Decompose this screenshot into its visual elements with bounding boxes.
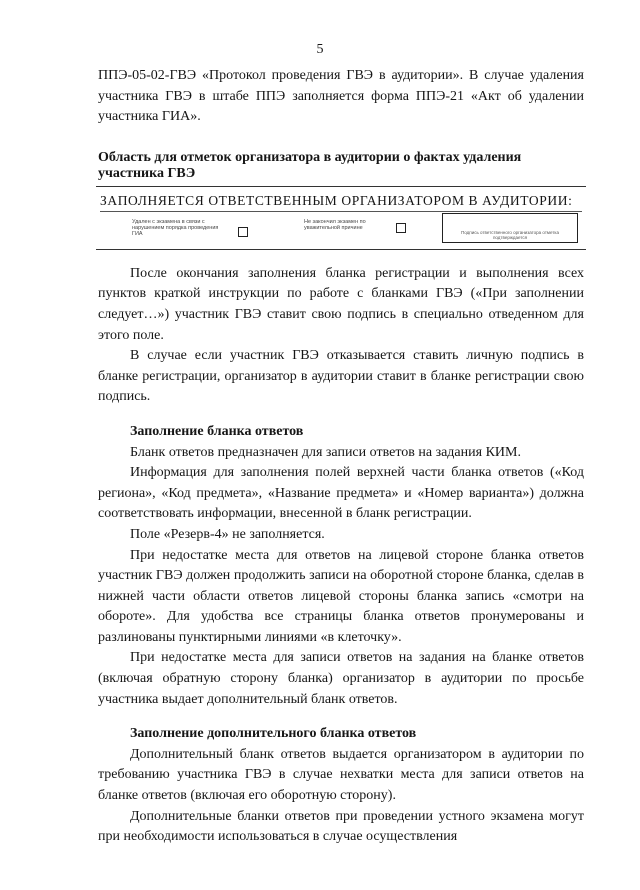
paragraph-answers-2: Информация для заполнения полей верхней части бланка ответов («Код региона», «Код предмета», «Название предмета» и «Номер варианта») должна соответствовать информации, внесенной в бланк регистрации.	[98, 465, 584, 522]
paragraph-answers-4: При недостатке места для ответов на лицевой стороне бланка ответов участник ГВЭ должен продолжить записи на оборотной стороне бланка, сделав в нижней части области ответов лицевой стороны бланка запись «смотри на обороте». Для удобства все страницы бланка ответов пронумерованы и разлинованы пунктирными линиями «в клеточку».	[98, 547, 584, 645]
paragraph-signature-refusal: В случае если участник ГВЭ отказывается ставить личную подпись в бланке регистрации, организатор в аудитории ставит в бланке регистрации свою подпись.	[98, 348, 584, 405]
section-heading-removal-marks: Область для отметок организатора в аудитории о фактах удаления участника ГВЭ	[98, 149, 522, 181]
paragraph-signature: После окончания заполнения бланка регистрации и выполнения всех пунктов краткой инструкции по работе с бланками ГВЭ («При заполнении следует…») участник ГВЭ ставит свою подпись в специально отведенном для этого поле.	[98, 265, 584, 343]
paragraph-answers-1: Бланк ответов предназначен для записи ответов на задания КИМ.	[130, 444, 521, 460]
form-title: ЗАПОЛНЯЕТСЯ ОТВЕТСТВЕННЫМ ОРГАНИЗАТОРОМ В АУДИТОРИИ:	[100, 193, 582, 212]
form-cell-removed-label: Удален с экзамена в связи с нарушением порядка проведения ГИА	[132, 218, 219, 237]
removed-checkbox[interactable]	[238, 227, 248, 237]
paragraph-extra-2: Дополнительные бланки ответов при проведении устного экзамена могут при необходимости использоваться в случае осуществления	[98, 808, 584, 845]
signature-caption: Подпись ответственного организатора отметка подтверждается	[461, 229, 559, 240]
removal-marks-form	[96, 186, 586, 250]
paragraph-extra-1: Дополнительный бланк ответов выдается организатором в аудитории по требованию участника ГВЭ в случае нехватки места для записи ответов на бланке ответов (включая его оборотную сторону).	[98, 746, 584, 804]
form-cell-not-finished-label: Не закончил экзамен по уважительной причине	[304, 218, 366, 231]
paragraph-intro: ППЭ-05-02-ГВЭ «Протокол проведения ГВЭ в аудитории». В случае удаления участника ГВЭ в штабе ППЭ заполняется форма ППЭ-21 «Акт об удалении участника ГИА».	[98, 68, 584, 125]
paragraph-answers-5: При недостатке места для записи ответов на задания на бланке ответов (включая обратную сторону бланка) организатор в аудитории по просьбе участника выдает дополнительный бланк ответов.	[98, 650, 584, 707]
document-body	[98, 66, 584, 848]
heading-extra-answer-sheet: Заполнение дополнительного бланка ответов	[130, 726, 417, 742]
not-finished-checkbox[interactable]	[396, 223, 406, 233]
heading-answer-sheet: Заполнение бланка ответов	[130, 423, 304, 439]
paragraph-answers-3: Поле «Резерв-4» не заполняется.	[130, 526, 325, 542]
page-number: 5	[316, 42, 324, 57]
organizer-signature-box[interactable]	[442, 213, 578, 243]
